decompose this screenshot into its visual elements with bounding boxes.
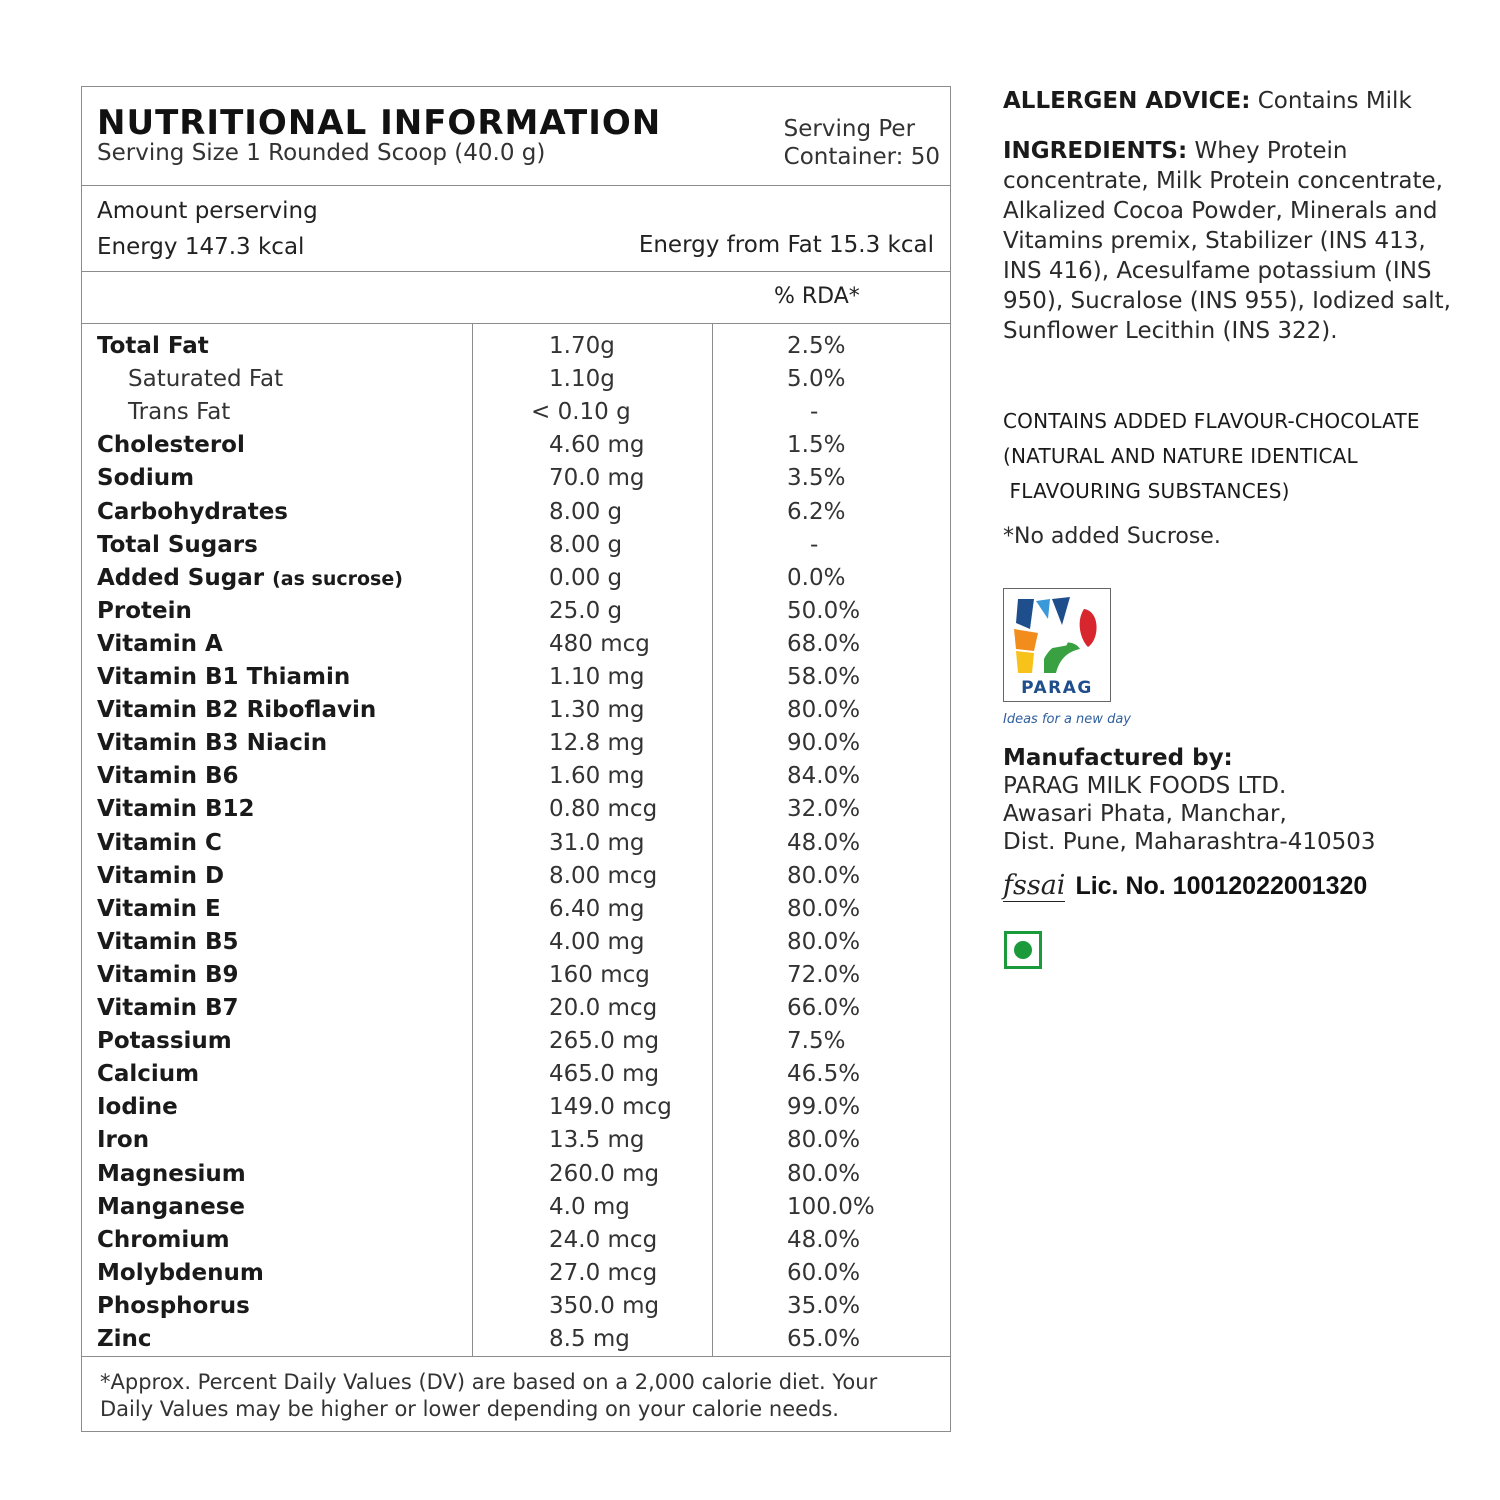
nutrient-rda: 48.0% xyxy=(787,829,861,856)
nutrient-row xyxy=(82,497,950,530)
logo-tagline: Ideas for a new day xyxy=(1003,712,1131,727)
manufacturer-heading: Manufactured by: xyxy=(1003,745,1233,771)
nutrient-name xyxy=(97,1260,264,1286)
manufacturer-name: PARAG MILK FOODS LTD. xyxy=(1003,773,1287,799)
nutrient-amount: 8.00 g xyxy=(549,498,623,525)
nutrient-name xyxy=(97,1326,152,1352)
energy-section xyxy=(82,186,950,272)
nutrient-name-text: Calcium xyxy=(97,1061,200,1088)
nutrient-rda: 5.0% xyxy=(787,366,846,393)
nutrient-row xyxy=(82,728,950,761)
nutrient-name-text: Saturated Fat xyxy=(128,366,284,393)
manufacturer-address2: Dist. Pune, Maharashtra-410503 xyxy=(1003,829,1376,855)
nutrient-name xyxy=(97,631,223,657)
flavour-line1: CONTAINS ADDED FLAVOUR-CHOCOLATE xyxy=(1003,409,1420,433)
nutrient-rda: 80.0% xyxy=(787,895,861,922)
nutrient-name xyxy=(97,962,239,988)
nutrient-name xyxy=(97,1194,245,1220)
nutrient-rda: 32.0% xyxy=(787,796,861,823)
nutrient-rda: 68.0% xyxy=(787,630,861,657)
manufacturer xyxy=(1003,744,1376,856)
serving-per-container xyxy=(784,115,940,171)
nutrient-amount: 149.0 mcg xyxy=(549,1094,672,1121)
fssai-logo-icon: fssai xyxy=(1003,870,1066,901)
nutrient-amount: < 0.10 g xyxy=(531,399,631,426)
nutrient-row xyxy=(82,397,950,430)
nutrient-rda: 6.2% xyxy=(787,498,846,525)
allergen-value: Contains Milk xyxy=(1250,88,1412,114)
nutrient-row xyxy=(82,1258,950,1291)
nutrient-rda: 100.0% xyxy=(787,1193,875,1220)
nutrition-panel xyxy=(81,86,951,1432)
nutrient-amount: 4.0 mg xyxy=(549,1193,630,1220)
nutrient-row xyxy=(82,1291,950,1324)
nutrient-name xyxy=(97,1293,250,1319)
nutrient-name-text: Manganese xyxy=(97,1193,246,1220)
nutrient-amount: 4.60 mg xyxy=(549,432,645,459)
nutrient-amount: 1.30 mg xyxy=(549,697,645,724)
nutrient-name xyxy=(97,598,192,624)
nutrient-row xyxy=(82,1026,950,1059)
nutrient-amount: 6.40 mg xyxy=(549,895,645,922)
nutrient-amount: 8.00 g xyxy=(549,531,623,558)
nutrient-amount: 260.0 mg xyxy=(549,1160,660,1187)
parag-logo-icon xyxy=(1004,589,1109,679)
nutrient-name-text: Sodium xyxy=(97,465,195,492)
nutrient-name xyxy=(97,465,194,491)
nutrient-rda: 2.5% xyxy=(787,333,846,359)
nutrient-name xyxy=(97,796,255,822)
nutrient-name xyxy=(97,995,239,1021)
nutrient-table xyxy=(82,324,950,1357)
no-sucrose-note: *No added Sucrose. xyxy=(1003,524,1221,549)
nutrient-row xyxy=(82,894,950,927)
nutrient-amount: 350.0 mg xyxy=(549,1292,660,1319)
serving-per-line1: Serving Per xyxy=(783,116,916,142)
nutrient-name xyxy=(97,1028,232,1054)
nutrient-row xyxy=(82,1159,950,1192)
nutrient-row xyxy=(82,563,950,596)
nutrient-name-text: Carbohydrates xyxy=(97,498,288,525)
nutrient-amount: 1.10g xyxy=(549,366,615,393)
nutrient-name-text: Vitamin B7 xyxy=(97,995,239,1021)
manufacturer-address1: Awasari Phata, Manchar, xyxy=(1003,801,1287,827)
flavour-line2: (NATURAL AND NATURE IDENTICAL xyxy=(1003,444,1358,468)
nutrient-name-text: Vitamin C xyxy=(97,829,222,856)
nutrient-rda: 66.0% xyxy=(787,995,861,1021)
nutrient-name-text: Phosphorus xyxy=(97,1292,250,1319)
nutrient-row xyxy=(82,430,950,463)
nutrient-name-text: Vitamin A xyxy=(97,630,223,657)
veg-mark-icon xyxy=(1004,931,1042,969)
nutrient-row xyxy=(82,596,950,629)
nutrient-name xyxy=(97,1094,178,1120)
nutrient-row xyxy=(82,1059,950,1092)
nutrient-name-text: Potassium xyxy=(97,1028,232,1055)
ingredients-label: INGREDIENTS: xyxy=(1003,138,1188,164)
nutrient-name-text: Iron xyxy=(97,1127,150,1154)
nutrient-row xyxy=(82,695,950,728)
nutrient-row xyxy=(82,530,950,563)
nutrient-name-text: Added Sugar xyxy=(97,564,265,591)
nutrient-name xyxy=(97,730,327,756)
nutrition-title: NUTRITIONAL INFORMATION xyxy=(97,103,662,143)
nutrient-amount: 1.70g xyxy=(549,333,615,359)
nutrient-row xyxy=(82,1092,950,1125)
nutrient-name-text: Vitamin B6 xyxy=(97,763,239,790)
nutrient-name-text: Vitamin B5 xyxy=(97,928,239,955)
nutrient-amount: 1.60 mg xyxy=(549,763,645,790)
nutrient-name xyxy=(97,896,221,922)
nutrient-name-text: Vitamin D xyxy=(97,862,225,889)
nutrient-row xyxy=(82,662,950,695)
rda-header-row xyxy=(82,272,950,324)
nutrient-rda: 46.5% xyxy=(787,1061,861,1088)
nutrient-name xyxy=(97,863,224,889)
ingredients-value: Whey Protein concentrate, Milk Protein concentrate, Alkalized Cocoa Powder, Minerals and Vitamins premix, Stabilizer (INS 413, INS 416), Acesulfame potassium (INS 950), Sucralose (INS 955), Iodized salt, Sunflower Lecithin (INS 322). xyxy=(1003,138,1451,344)
nutrient-rda: 80.0% xyxy=(787,697,861,724)
logo-word: PARAG xyxy=(1021,678,1093,698)
nutrient-row xyxy=(82,1225,950,1258)
nutrient-amount: 0.00 g xyxy=(549,564,623,591)
nutrient-name xyxy=(97,697,376,723)
nutrient-rda: 35.0% xyxy=(787,1292,861,1319)
nutrient-amount: 70.0 mg xyxy=(549,465,645,492)
nutrient-row xyxy=(82,1324,950,1357)
nutrition-header xyxy=(82,87,950,186)
nutrient-rda: 84.0% xyxy=(787,763,861,790)
nutrient-name-text: Total Fat xyxy=(97,333,209,359)
nutrient-name-text: Vitamin B1 Thiamin xyxy=(97,664,351,690)
nutrient-name xyxy=(97,333,209,359)
nutrient-row xyxy=(82,629,950,662)
nutrient-rda: 1.5% xyxy=(787,432,846,459)
nutrient-name xyxy=(97,664,350,690)
nutrient-amount: 12.8 mg xyxy=(549,730,645,757)
nutrient-name-text: Zinc xyxy=(97,1326,152,1352)
footnote: *Approx. Percent Daily Values (DV) are based on a 2,000 calorie diet. Your Daily Values may be higher or lower depending on your calorie needs. xyxy=(100,1370,878,1421)
nutrient-name-text: Vitamin B3 Niacin xyxy=(97,730,328,757)
nutrient-rda: 80.0% xyxy=(787,862,861,889)
nutrient-name xyxy=(97,565,403,591)
nutrient-name xyxy=(97,830,222,856)
nutrient-row xyxy=(82,761,950,794)
nutrient-amount: 265.0 mg xyxy=(549,1028,660,1055)
nutrient-rda: 58.0% xyxy=(787,664,861,690)
nutrient-amount: 465.0 mg xyxy=(549,1061,660,1088)
nutrient-name-text: Vitamin E xyxy=(97,895,221,922)
nutrient-amount: 8.5 mg xyxy=(549,1326,630,1352)
nutrient-rda: 48.0% xyxy=(787,1226,861,1253)
amount-per-serving-label: Amount perserving xyxy=(97,198,318,224)
nutrient-name-text: Total Sugars xyxy=(97,531,258,558)
nutrient-name xyxy=(97,1127,149,1153)
nutrient-row xyxy=(82,794,950,827)
nutrient-name-text: Iodine xyxy=(97,1094,178,1121)
nutrient-amount: 4.00 mg xyxy=(549,928,645,955)
nutrient-row xyxy=(82,1125,950,1158)
nutrient-amount: 8.00 mcg xyxy=(549,862,658,889)
nutrient-name xyxy=(128,399,230,425)
allergen-label: ALLERGEN ADVICE: xyxy=(1003,88,1251,114)
fssai-license-number: Lic. No. 10012022001320 xyxy=(1075,871,1368,900)
nutrient-amount: 1.10 mg xyxy=(549,664,645,690)
nutrient-row xyxy=(82,828,950,861)
nutrient-amount: 13.5 mg xyxy=(549,1127,645,1154)
flavour-line3: FLAVOURING SUBSTANCES) xyxy=(1003,479,1290,503)
nutrient-amount: 24.0 mcg xyxy=(549,1226,658,1253)
nutrient-name-text: Protein xyxy=(97,597,192,624)
nutrient-rda: 7.5% xyxy=(787,1028,846,1055)
nutrient-note: (as sucrose) xyxy=(272,567,403,590)
nutrient-row xyxy=(82,364,950,397)
nutrient-name-text: Molybdenum xyxy=(97,1259,264,1286)
nutrient-rda: 90.0% xyxy=(787,730,861,757)
nutrient-name xyxy=(97,432,245,458)
serving-per-line2: Container: 50 xyxy=(783,144,940,170)
nutrient-row xyxy=(82,993,950,1026)
nutrient-amount: 31.0 mg xyxy=(549,829,645,856)
nutrient-name xyxy=(97,532,258,558)
nutrient-amount: 25.0 g xyxy=(549,597,623,624)
nutrient-rda: - xyxy=(810,531,819,558)
parag-logo xyxy=(1003,588,1111,702)
nutrient-name xyxy=(97,499,288,525)
allergen-advice xyxy=(1003,88,1412,114)
nutrient-amount: 27.0 mcg xyxy=(549,1259,658,1286)
veg-dot xyxy=(1014,941,1032,959)
nutrient-rda: 80.0% xyxy=(787,1160,861,1187)
rda-header: % RDA* xyxy=(774,284,860,309)
nutrient-rda: 50.0% xyxy=(787,597,861,624)
nutrient-amount: 480 mcg xyxy=(549,630,650,657)
nutrient-rda: 65.0% xyxy=(787,1326,861,1352)
nutrient-rda: 99.0% xyxy=(787,1094,861,1121)
nutrient-name xyxy=(97,1227,230,1253)
energy-from-fat: Energy from Fat 15.3 kcal xyxy=(638,232,934,258)
nutrient-name-text: Vitamin B2 Riboflavin xyxy=(97,697,377,724)
nutrient-amount: 0.80 mcg xyxy=(549,796,658,823)
nutrient-row xyxy=(82,463,950,496)
nutrient-name xyxy=(97,1061,199,1087)
nutrient-rda: 3.5% xyxy=(787,465,846,492)
nutrient-name xyxy=(128,366,283,392)
nutrient-row xyxy=(82,927,950,960)
nutrient-name-text: Cholesterol xyxy=(97,432,245,459)
nutrient-row xyxy=(82,960,950,993)
nutrient-amount: 20.0 mcg xyxy=(549,995,658,1021)
nutrient-amount: 160 mcg xyxy=(549,961,650,988)
nutrient-name xyxy=(97,929,239,955)
ingredients xyxy=(1003,136,1463,346)
nutrient-name-text: Vitamin B9 xyxy=(97,961,239,988)
nutrient-rda: 72.0% xyxy=(787,961,861,988)
nutrient-name-text: Vitamin B12 xyxy=(97,796,255,823)
nutrient-row xyxy=(82,331,950,364)
nutrient-rda: - xyxy=(810,399,819,426)
nutrient-rda: 0.0% xyxy=(787,564,846,591)
nutrient-name-text: Magnesium xyxy=(97,1160,246,1187)
flavour-statement xyxy=(1003,404,1473,509)
nutrient-row xyxy=(82,1192,950,1225)
nutrient-row xyxy=(82,861,950,894)
nutrient-name-text: Chromium xyxy=(97,1226,230,1253)
fssai-license xyxy=(1003,870,1367,902)
energy-value: Energy 147.3 kcal xyxy=(97,234,305,260)
nutrient-name-text: Trans Fat xyxy=(128,399,231,426)
nutrient-name xyxy=(97,1161,246,1187)
nutrient-rda: 80.0% xyxy=(787,928,861,955)
nutrient-rda: 80.0% xyxy=(787,1127,861,1154)
nutrient-name xyxy=(97,763,239,789)
serving-size: Serving Size 1 Rounded Scoop (40.0 g) xyxy=(97,140,546,166)
nutrient-rda: 60.0% xyxy=(787,1259,861,1286)
